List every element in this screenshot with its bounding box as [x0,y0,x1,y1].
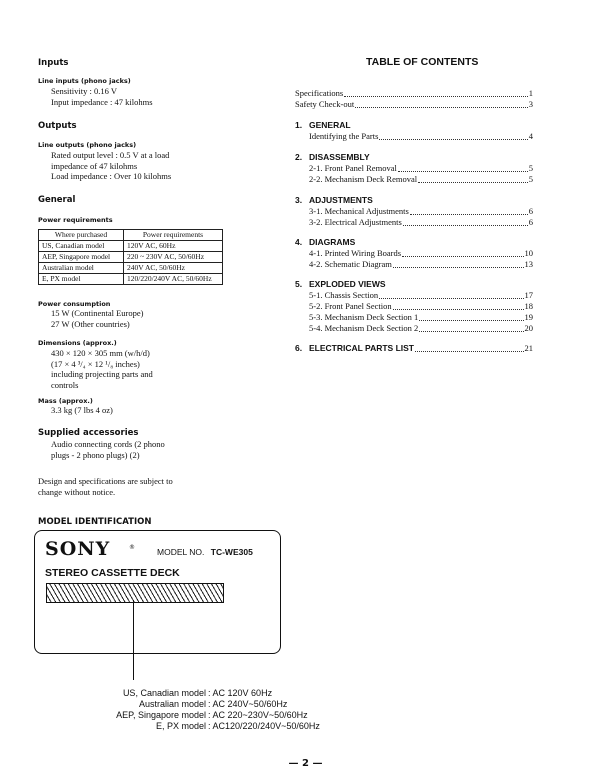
table-cell: Australian model [39,263,124,274]
variant-separator: : [208,710,211,720]
leader-dots [344,96,528,97]
table-cell: 120V AC, 60Hz [124,241,223,252]
power-consumption-heading: Power consumption [38,300,111,308]
toc-page-number: 5 [528,163,533,173]
product-name: STEREO CASSETTE DECK [45,567,180,579]
general-heading: General [38,195,76,205]
leader-dots [419,320,523,321]
mass-lines [51,405,113,416]
model-number-label: MODEL NO. [157,547,205,557]
toc-entry[interactable] [309,206,533,217]
leader-dots [418,182,528,183]
table-row [39,263,223,274]
sony-logo: SONY [45,538,111,560]
toc-entry[interactable] [309,290,533,301]
toc-page-number: 6 [528,206,533,216]
hatched-rating-area [46,583,224,603]
toc-entry-label: 2-2. Mechanism Deck Removal [309,174,418,184]
toc-entry[interactable] [309,248,533,259]
section-title: EXPLODED VIEWS [309,279,386,289]
spec-line: 430 × 120 × 305 mm (w/h/d) [51,348,150,358]
table-cell: US, Canadian model [39,241,124,252]
toc-page-number: 5 [528,174,533,184]
dimensions-heading: Dimensions (approx.) [38,339,117,347]
section-number: 3. [295,195,303,205]
variant-region: US, Canadian model [122,688,206,698]
spec-line: Audio connecting cords (2 phono [51,439,165,449]
spec-line: Rated output level : 0.5 V at a load [51,150,170,160]
variant-separator: : [208,688,211,698]
variant-power-value: AC 240V~50/60Hz [212,699,288,709]
variant-region: AEP, Singapore model [116,710,206,720]
leader-dots [398,171,528,172]
section-title: ELECTRICAL PARTS LIST [309,343,414,353]
power-consumption-lines [51,308,143,329]
toc-entry-label: 5-1. Chassis Section [309,290,379,300]
toc-entry[interactable] [309,301,533,312]
toc-entry[interactable] [309,131,533,142]
line-inputs-heading: Line inputs (phono jacks) [38,77,131,85]
section-title: ADJUSTMENTS [309,195,373,205]
outputs-heading: Outputs [38,121,77,131]
toc-page-number: 19 [524,312,533,322]
toc-entry-label: 3-1. Mechanical Adjustments [309,206,409,216]
pointer-line [133,600,134,680]
note-line: Design and specifications are subject to [38,476,173,486]
table-row [39,274,223,285]
leader-dots [379,139,527,140]
spec-line: plugs - 2 phono plugs) (2) [51,449,140,460]
variant-separator: : [208,721,211,731]
toc-page-number: 6 [528,217,533,227]
design-note [38,476,173,497]
section-title: GENERAL [309,120,351,130]
leader-dots [393,267,524,268]
toc-page-number: 4 [528,131,533,141]
leader-dots [415,351,524,352]
toc-entry-label: 5-3. Mechanism Deck Section 1 [309,312,419,322]
table-cell: AEP, Singapore model [39,252,124,263]
toc-entry-label: 4-2. Schematic Diagram [309,259,392,269]
table-header: Where purchased [39,230,124,241]
toc-page-number: 21 [524,343,533,353]
dimensions-lines [51,348,153,390]
power-requirements-table [38,229,223,285]
toc-page-number: 1 [528,88,533,98]
table-cell: 220 ~ 230V AC, 50/60Hz [124,252,223,263]
spec-line: Input impedance : 47 kilohms [51,96,153,107]
spec-line: controls [51,379,79,390]
table-header-row [39,230,223,241]
toc-section-heading[interactable] [295,237,533,248]
toc-entry-label: Safety Check-out [295,99,355,109]
spec-line: including projecting parts and [51,369,153,379]
table-cell: 240V AC, 50/60Hz [124,263,223,274]
toc-page-number: 17 [524,290,533,300]
model-identification-heading: MODEL IDENTIFICATION [38,517,152,527]
spec-line: Sensitivity : 0.16 V [51,86,117,96]
toc-entry-label: 2-1. Front Panel Removal [309,163,397,173]
toc-entry[interactable] [309,174,533,185]
toc-entry-label: 5-2. Front Panel Section [309,301,392,311]
leader-dots [393,309,524,310]
power-requirements-heading: Power requirements [38,216,113,224]
toc-entry[interactable] [295,99,533,110]
toc-entry-label: 3-2. Electrical Adjustments [309,217,402,227]
table-row [39,241,223,252]
supplied-accessories-lines [51,439,165,460]
toc-page-number: 18 [524,301,533,311]
toc-page-number: 20 [524,323,533,333]
model-variants [40,688,340,738]
variant-power [208,688,272,699]
model-number-value: TC-WE305 [210,547,253,557]
leader-dots [410,214,528,215]
toc-entry-label: Identifying the Parts [309,131,379,141]
spec-line: 27 W (Other countries) [51,318,130,329]
table-cell: 120/220/240V AC, 50/60Hz [124,274,223,285]
section-title: DIAGRAMS [309,237,356,247]
variant-region: E, PX model [155,721,206,731]
inputs-lines [51,86,153,107]
variant-region: Australian model [138,699,206,709]
toc-page-number: 13 [524,259,533,269]
spec-line: 15 W (Continental Europe) [51,308,144,318]
leader-dots [419,331,523,332]
section-number: 1. [295,120,303,130]
leader-dots [402,256,523,257]
spec-line: 3.3 kg (7 lbs 4 oz) [51,405,113,415]
toc-section-heading[interactable] [295,279,533,290]
variant-power-value: AC120/220/240V~50/60Hz [212,721,320,731]
toc-entry[interactable] [309,259,533,270]
section-number: 5. [295,279,303,289]
toc-title: TABLE OF CONTENTS [366,56,479,68]
spec-line: Load impedance : Over 10 kilohms [51,171,172,181]
toc-entry[interactable] [295,88,533,99]
toc-entry[interactable] [309,312,533,323]
page-number: — 2 — [288,758,323,769]
spec-line: (17 × 4 ³/₄ × 12 ¹/₈ inches) [51,358,140,369]
variant-power [208,699,287,710]
variant-power-value: AC 220~230V~50/60Hz [212,710,308,720]
variant-power-value: AC 120V 60Hz [212,688,273,698]
toc-section-heading[interactable] [295,120,533,131]
section-title: DISASSEMBLY [309,152,370,162]
variant-power [208,710,308,721]
registered-mark: ® [129,544,135,551]
note-line: change without notice. [38,486,116,497]
model-number [157,547,253,557]
toc-section-heading[interactable] [295,343,533,354]
toc-section-heading[interactable] [295,152,533,163]
section-number: 4. [295,237,303,247]
variant-separator: : [208,699,211,709]
section-number: 2. [295,152,303,162]
mass-heading: Mass (approx.) [38,397,93,405]
table-cell: E, PX model [39,274,124,285]
toc-entry[interactable] [309,323,533,334]
leader-dots [379,298,523,299]
toc-page-number: 3 [528,99,533,109]
table-header: Power requirements [124,230,223,241]
section-number: 6. [295,343,303,353]
toc-page-number: 10 [524,248,533,258]
toc-entry[interactable] [309,163,533,174]
spec-line: impedance of 47 kilohms [51,160,138,171]
toc-section-heading[interactable] [295,195,533,206]
outputs-lines [51,150,171,182]
table-row [39,252,223,263]
table-of-contents [295,80,533,360]
variant-power [208,721,320,732]
leader-dots [403,225,528,226]
model-label-plate [34,530,281,654]
supplied-accessories-heading: Supplied accessories [38,428,139,438]
toc-entry-label: Specifications [295,88,344,98]
leader-dots [355,107,528,108]
inputs-heading: Inputs [38,58,69,68]
toc-entry-label: 5-4. Mechanism Deck Section 2 [309,323,419,333]
toc-entry[interactable] [309,217,533,228]
line-outputs-heading: Line outputs (phono jacks) [38,141,137,149]
toc-entry-label: 4-1. Printed Wiring Boards [309,248,402,258]
